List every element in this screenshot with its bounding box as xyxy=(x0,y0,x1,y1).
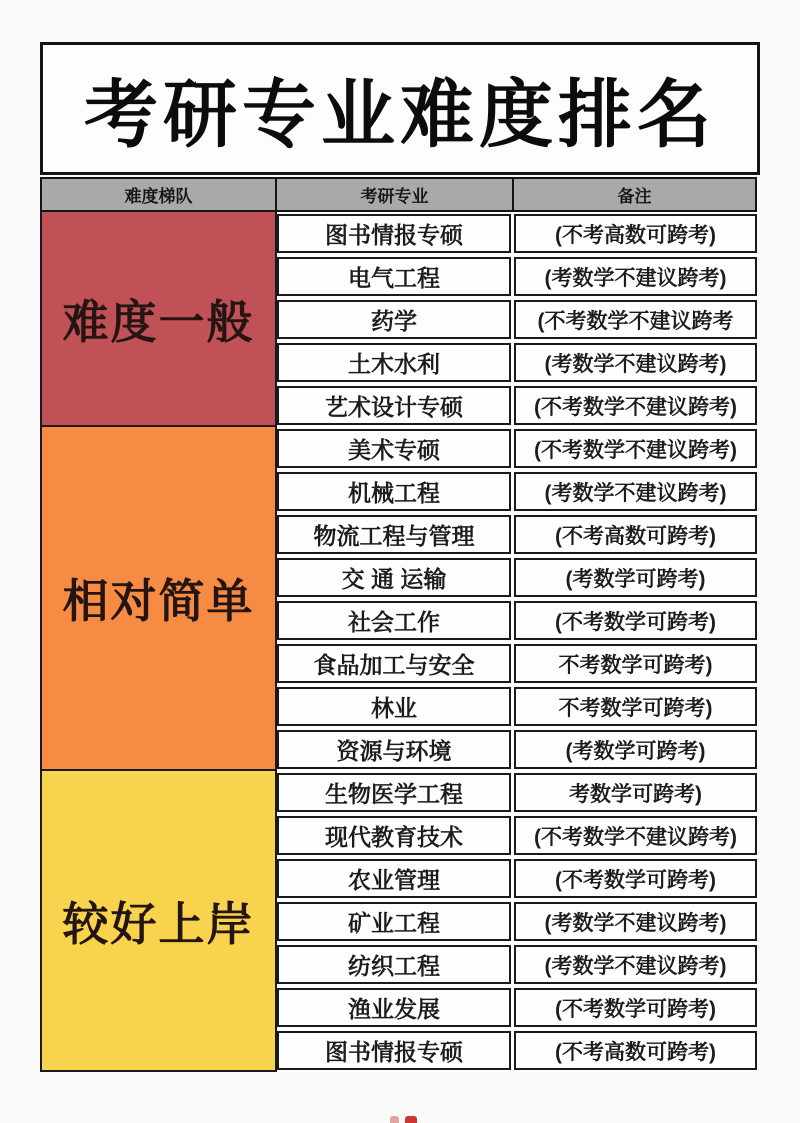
table-header xyxy=(40,177,757,212)
tier-label-cell xyxy=(40,771,277,1072)
table-row xyxy=(277,257,757,296)
table-row xyxy=(277,300,757,339)
watermark-glyph-right xyxy=(405,1116,417,1123)
table-row xyxy=(277,515,757,554)
tier-label-cell xyxy=(40,427,277,771)
note-cell: (不考数学可跨考) xyxy=(514,859,757,898)
note-cell: (不考数学不建议跨考) xyxy=(514,429,757,468)
header-difficulty-tier: 难度梯队 xyxy=(40,177,277,212)
note-cell: (不考数学可跨考) xyxy=(514,988,757,1027)
major-cell: 机械工程 xyxy=(277,472,511,511)
note-cell: (不考高数可跨考) xyxy=(514,1031,757,1070)
note-cell: (考数学可跨考) xyxy=(514,558,757,597)
major-cell: 林业 xyxy=(277,687,511,726)
note-cell: 考数学可跨考) xyxy=(514,773,757,812)
major-cell: 电气工程 xyxy=(277,257,511,296)
header-note: 备注 xyxy=(514,177,757,212)
tier-label: 相对简单 xyxy=(62,575,255,627)
table-row xyxy=(277,472,757,511)
note-cell: (不考高数可跨考) xyxy=(514,515,757,554)
table-row xyxy=(277,1031,757,1070)
note-cell: 不考数学可跨考) xyxy=(514,687,757,726)
note-cell: (考数学不建议跨考) xyxy=(514,902,757,941)
table-row xyxy=(277,730,757,769)
tier-section xyxy=(40,771,757,1072)
tier-section xyxy=(40,427,757,771)
major-cell: 交 通 运输 xyxy=(277,558,511,597)
table-row xyxy=(277,988,757,1027)
bottom-watermark-fragment xyxy=(390,1116,430,1123)
major-cell: 现代教育技术 xyxy=(277,816,511,855)
note-cell: (考数学不建议跨考) xyxy=(514,343,757,382)
ranking-table xyxy=(40,177,757,1072)
note-cell: (考数学可跨考) xyxy=(514,730,757,769)
major-cell: 社会工作 xyxy=(277,601,511,640)
note-cell: 不考数学可跨考) xyxy=(514,644,757,683)
page-title: 考研专业难度排名 xyxy=(84,72,716,156)
note-cell: (不考数学不建议跨考) xyxy=(514,386,757,425)
major-cell: 药学 xyxy=(277,300,511,339)
table-row xyxy=(277,214,757,253)
major-cell: 美术专硕 xyxy=(277,429,511,468)
tier-rows xyxy=(277,771,757,1072)
table-row xyxy=(277,386,757,425)
note-cell: (考数学不建议跨考) xyxy=(514,472,757,511)
watermark-glyph-left xyxy=(390,1116,399,1123)
title-box xyxy=(40,42,760,175)
table-row xyxy=(277,816,757,855)
tier-label: 难度一般 xyxy=(62,295,255,348)
major-cell: 物流工程与管理 xyxy=(277,515,511,554)
table-row xyxy=(277,859,757,898)
tier-section xyxy=(40,212,757,427)
table-row xyxy=(277,773,757,812)
major-cell: 食品加工与安全 xyxy=(277,644,511,683)
table-row xyxy=(277,644,757,683)
major-cell: 图书情报专硕 xyxy=(277,1031,511,1070)
major-cell: 图书情报专硕 xyxy=(277,214,511,253)
tier-rows xyxy=(277,212,757,427)
major-cell: 矿业工程 xyxy=(277,902,511,941)
table-row xyxy=(277,902,757,941)
table-row xyxy=(277,558,757,597)
note-cell: (不考数学可跨考) xyxy=(514,601,757,640)
note-cell: (考数学不建议跨考) xyxy=(514,257,757,296)
note-cell: (不考数学不建议跨考) xyxy=(514,816,757,855)
table-row xyxy=(277,601,757,640)
major-cell: 生物医学工程 xyxy=(277,773,511,812)
major-cell: 艺术设计专硕 xyxy=(277,386,511,425)
table-row xyxy=(277,343,757,382)
tier-label: 较好上岸 xyxy=(62,897,255,950)
note-cell: (不考高数可跨考) xyxy=(514,214,757,253)
major-cell: 渔业发展 xyxy=(277,988,511,1027)
table-row xyxy=(277,687,757,726)
tier-sections xyxy=(40,212,757,1072)
table-row xyxy=(277,429,757,468)
major-cell: 资源与环境 xyxy=(277,730,511,769)
tier-label-cell xyxy=(40,212,277,427)
header-major: 考研专业 xyxy=(277,177,514,212)
note-cell: (不考数学不建议跨考 xyxy=(514,300,757,339)
major-cell: 纺织工程 xyxy=(277,945,511,984)
table-row xyxy=(277,945,757,984)
major-cell: 土木水利 xyxy=(277,343,511,382)
note-cell: (考数学不建议跨考) xyxy=(514,945,757,984)
tier-rows xyxy=(277,427,757,771)
major-cell: 农业管理 xyxy=(277,859,511,898)
